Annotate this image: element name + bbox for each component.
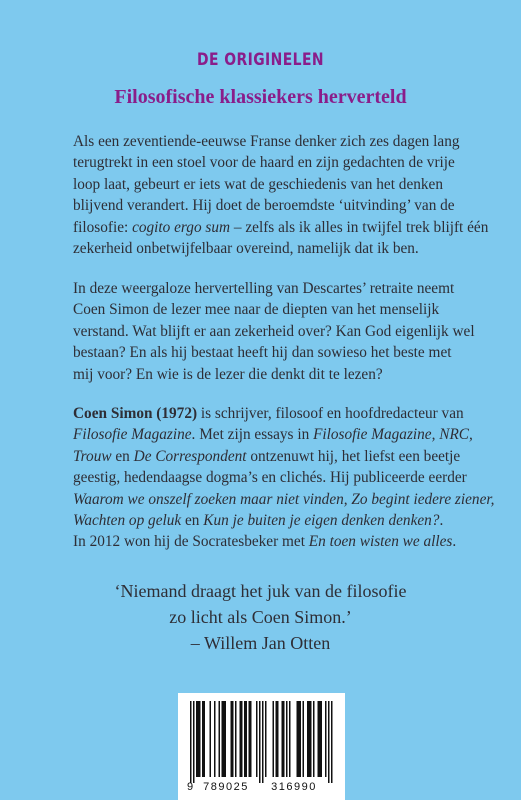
text-line: In deze weergaloze hervertelling van Descartes’ retraite neemt: [73, 280, 455, 297]
barcode-bar: [193, 701, 195, 783]
barcode-bar: [244, 701, 246, 777]
barcode-bar: [222, 701, 224, 777]
title-ref: En toen wisten we alles: [308, 533, 453, 551]
barcode-bar: [199, 701, 201, 777]
barcode-bar: [231, 701, 233, 777]
review-quote: [0, 578, 521, 656]
barcode-bar: [318, 701, 320, 777]
text-line: [73, 217, 489, 238]
barcode-bar: [289, 701, 291, 777]
series-title: DE ORIGINELEN: [197, 50, 324, 70]
description-paragraph-2: [73, 278, 475, 385]
text-line: mij voor? En wie is de lezer die denkt dit te lezen?: [73, 365, 383, 383]
text-line: [73, 403, 463, 424]
text-line: verstand. Wat blijft er aan zekerheid over? Kan God eigenlijk wel: [73, 322, 475, 340]
barcode-bar: [273, 701, 275, 777]
text-fragment: . Met zijn essays in: [191, 426, 314, 444]
quote-line: zo licht als Coen Simon.’: [169, 607, 352, 627]
title-ref: Trouw: [73, 447, 112, 465]
barcode-bar: [256, 701, 258, 777]
text-line: [73, 446, 463, 467]
author-bio: [73, 403, 495, 553]
barcode-bar: [219, 701, 221, 777]
barcode-bar: [232, 701, 234, 777]
text-fragment: en: [181, 512, 204, 530]
quote-line: ‘Niemand draagt het juk van de filosofie: [114, 581, 407, 601]
latin-phrase: cogito ergo sum: [132, 218, 231, 236]
barcode-bar: [225, 701, 227, 777]
text-fragment: en: [111, 447, 134, 465]
barcode-bar: [202, 701, 204, 777]
barcode-bar: [246, 701, 248, 777]
barcode-bar: [214, 701, 216, 777]
title-ref: Filosofie Magazine: [73, 426, 192, 444]
barcode-bar: [309, 701, 311, 777]
text-line: zekerheid onbetwijfelbaar overeind, namelijk dat ik ben.: [73, 240, 419, 258]
text-line: [73, 531, 463, 552]
barcode-bar: [313, 701, 315, 777]
barcode-bar: [282, 701, 284, 777]
barcode-group-1: 789025: [203, 781, 249, 793]
barcode-bar: [310, 701, 312, 777]
barcode-bar: [325, 701, 327, 777]
barcode-bar: [198, 701, 200, 777]
barcode-bar: [277, 701, 279, 777]
text-fragment: In 2012 won hij de Socratesbeker met: [73, 533, 309, 551]
text-line: Coen Simon de lezer mee naar de diepten van het menselijk: [73, 301, 440, 319]
title-ref: Filosofie Magazine, NRC,: [313, 426, 473, 444]
text-fragment: is schrijver, filosoof en hoofdredacteur van: [197, 405, 464, 422]
subtitle: Filosofische klassiekers herverteld: [114, 86, 407, 108]
barcode-bar: [223, 701, 225, 777]
barcode-bar: [286, 701, 288, 777]
barcode-bar: [321, 701, 323, 777]
barcode-bar: [210, 701, 212, 777]
title-ref: Kun je buiten je eigen denken denken?: [203, 512, 440, 530]
text-fragment: – zelfs als ik alles in twijfel trek blijft één: [230, 218, 489, 236]
text-line: blijvend verandert. Hij doet de beroemdste ‘uitvinding’ van de: [73, 197, 455, 215]
barcode-bar: [250, 701, 252, 777]
title-ref: De Correspondent: [133, 447, 247, 465]
text-line: geestig, hedendaagse dogma’s en clichés. Hij publiceerde eerder: [73, 469, 467, 487]
quote-attribution: – Willem Jan Otten: [190, 633, 331, 653]
text-line: [73, 510, 463, 531]
barcode-bar: [196, 701, 198, 777]
barcode-bar: [235, 701, 237, 777]
barcode-bar: [276, 701, 278, 777]
barcode-bar: [297, 701, 299, 777]
text-line: Als een zeventiende-eeuwse Franse denker zich zes dagen lang: [73, 133, 460, 150]
barcode-bar: [259, 701, 261, 783]
barcode-bar: [262, 701, 264, 783]
text-line: loop laat, gebeurt er iets wat de geschiedenis van het denken: [73, 175, 443, 193]
text-fragment: .: [439, 512, 444, 530]
text-fragment: .: [452, 533, 457, 551]
text-line: [73, 489, 495, 510]
barcode-bar: [283, 701, 285, 777]
barcode-bar: [300, 701, 302, 777]
barcode-bar: [190, 701, 192, 783]
barcode-digit-first: 9: [187, 781, 194, 793]
barcode-bar: [307, 701, 309, 777]
barcode-bar: [240, 701, 242, 777]
barcode-bar: [331, 701, 333, 783]
barcode-bar: [328, 701, 330, 783]
barcode-bar: [319, 701, 321, 777]
author-name: Coen Simon (1972): [73, 405, 198, 422]
barcode-bar: [298, 701, 300, 777]
text-line: terugtrekt in een stoel voor de haard en zijn gedachten de vrije: [73, 154, 455, 172]
barcode-group-2: 316990: [271, 781, 317, 793]
title-ref: Wachten op geluk: [73, 512, 182, 530]
description-paragraph-1: [73, 131, 489, 259]
barcode: [178, 693, 345, 800]
text-line: [73, 424, 473, 445]
barcode-graphic: [178, 693, 345, 800]
barcode-bar: [249, 701, 251, 777]
text-fragment: filosofie:: [73, 218, 133, 236]
barcode-bar: [265, 701, 267, 777]
barcode-bar: [204, 701, 206, 777]
barcode-bar: [303, 701, 305, 777]
text-fragment: ontzenuwt hij, het liefst een beetje: [246, 447, 461, 465]
barcode-bar: [241, 701, 243, 777]
text-line: bestaan? En als hij bestaat heeft hij dan sowieso het beste met: [73, 344, 452, 362]
title-ref: Waarom we onszelf zoeken maar niet vinden, Zo begint iedere ziener,: [73, 490, 495, 508]
